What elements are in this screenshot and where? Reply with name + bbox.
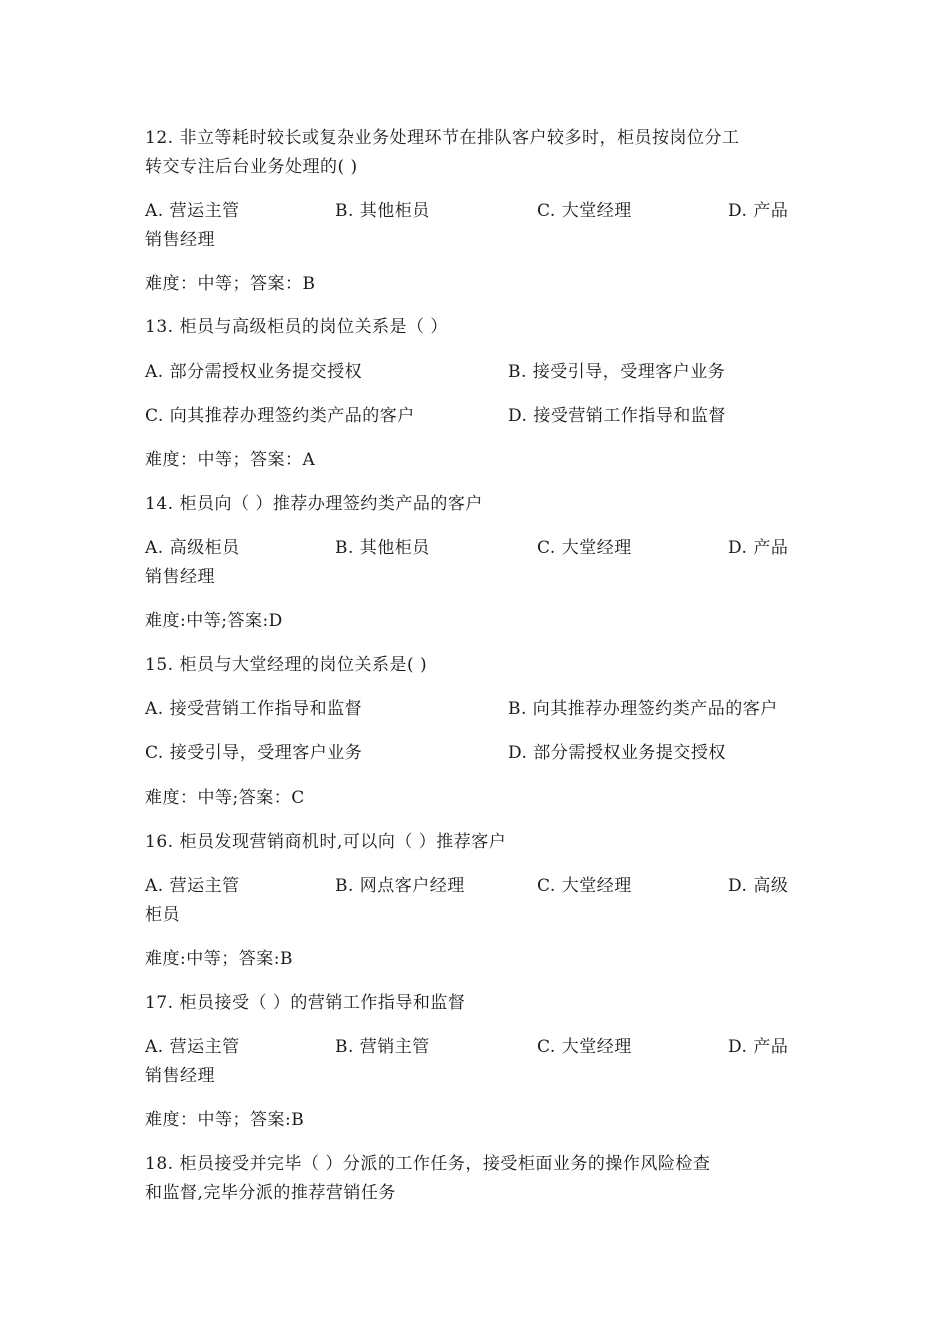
question-13-option-a: A. 部分需授权业务提交授权: [145, 362, 363, 382]
question-16-option-d: D. 高级: [728, 876, 789, 896]
question-17-stem: 17. 柜员接受（ ）的营销工作指导和监督: [145, 993, 466, 1013]
question-12-answer: 难度：中等；答案：B: [145, 274, 316, 294]
question-14-answer: 难度:中等;答案:D: [145, 611, 283, 631]
question-14-option-d: D. 产品: [728, 538, 789, 558]
question-12-option-d-wrap: 销售经理: [145, 230, 215, 250]
question-13-answer: 难度：中等；答案：A: [145, 450, 316, 470]
question-17-option-c: C. 大堂经理: [537, 1037, 632, 1057]
question-14-stem: 14. 柜员向（ ）推荐办理签约类产品的客户: [145, 494, 483, 514]
question-15-option-d: D. 部分需授权业务提交授权: [508, 743, 726, 763]
question-15-stem: 15. 柜员与大堂经理的岗位关系是( ): [145, 655, 428, 675]
question-17-option-d: D. 产品: [728, 1037, 789, 1057]
question-12-option-c: C. 大堂经理: [537, 201, 632, 221]
question-13-option-d: D. 接受营销工作指导和监督: [508, 406, 726, 426]
question-13-option-c: C. 向其推荐办理签约类产品的客户: [145, 406, 415, 426]
question-13-stem: 13. 柜员与高级柜员的岗位关系是（ ）: [145, 317, 448, 337]
question-16-option-d-wrap: 柜员: [145, 905, 180, 925]
question-14-option-c: C. 大堂经理: [537, 538, 632, 558]
question-14-option-a: A. 高级柜员: [145, 538, 240, 558]
question-12-option-b: B. 其他柜员: [335, 201, 430, 221]
question-12-option-d: D. 产品: [728, 201, 789, 221]
question-18-stem-line2: 和监督,完毕分派的推荐营销任务: [145, 1183, 396, 1203]
question-16-answer: 难度:中等；答案:B: [145, 949, 293, 969]
question-15-answer: 难度：中等;答案：C: [145, 788, 305, 808]
question-16-option-c: C. 大堂经理: [537, 876, 632, 896]
question-12-stem-line2: 转交专注后台业务处理的( ): [145, 157, 358, 177]
question-16-option-a: A. 营运主管: [145, 876, 240, 896]
question-16-stem: 16. 柜员发现营销商机时,可以向（ ）推荐客户: [145, 832, 507, 852]
question-12-option-a: A. 营运主管: [145, 201, 240, 221]
question-16-option-b: B. 网点客户经理: [335, 876, 465, 896]
question-12-stem-line1: 12. 非立等耗时较长或复杂业务处理环节在排队客户较多时，柜员按岗位分工: [145, 128, 740, 148]
question-14-option-b: B. 其他柜员: [335, 538, 430, 558]
question-17-option-d-wrap: 销售经理: [145, 1066, 215, 1086]
question-15-option-c: C. 接受引导，受理客户业务: [145, 743, 363, 763]
question-17-answer: 难度：中等；答案:B: [145, 1110, 305, 1130]
question-15-option-b: B. 向其推荐办理签约类产品的客户: [508, 699, 778, 719]
question-17-option-a: A. 营运主管: [145, 1037, 240, 1057]
question-18-stem-line1: 18. 柜员接受并完毕（ ）分派的工作任务，接受柜面业务的操作风险检查: [145, 1154, 711, 1174]
question-14-option-d-wrap: 销售经理: [145, 567, 215, 587]
question-13-option-b: B. 接受引导，受理客户业务: [508, 362, 726, 382]
question-17-option-b: B. 营销主管: [335, 1037, 430, 1057]
question-15-option-a: A. 接受营销工作指导和监督: [145, 699, 363, 719]
